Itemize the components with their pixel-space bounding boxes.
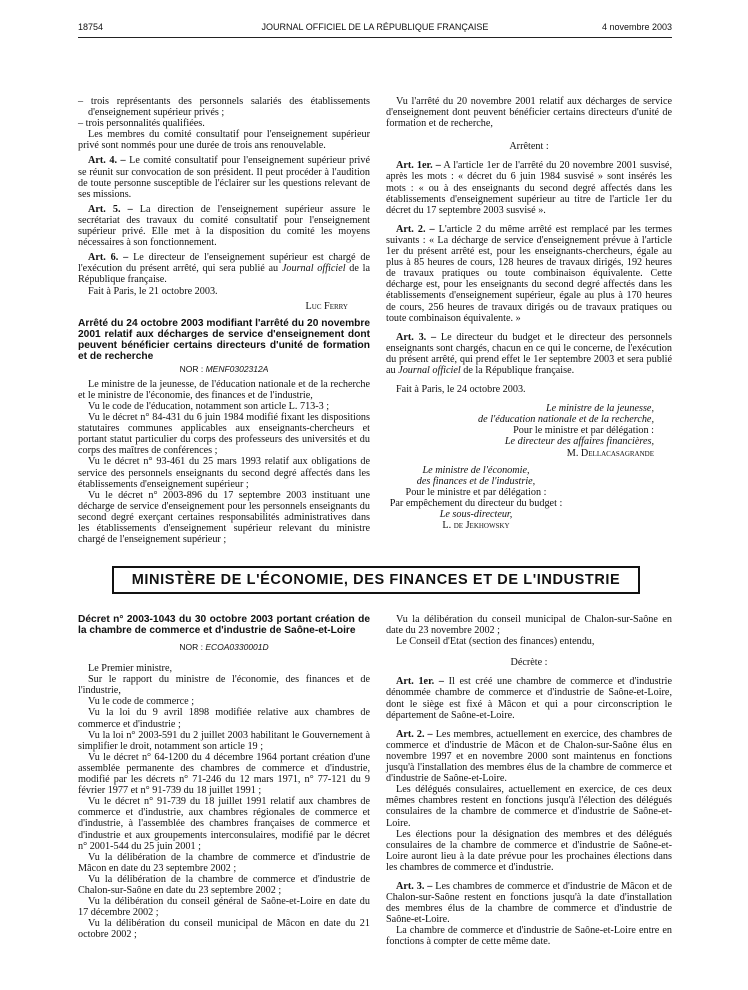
paragraph: Vu le décret n° 64-1200 du 4 décembre 1964 portant création d'une assemblée permanente des chambres de commerce et d'industrie, modifié par les décrets n° 71-246 du 12 mars 1971, n° 77-121 du 9 février 1977 et n° 91-739 du 18 juillet 1991 ;: [78, 751, 370, 797]
paragraph: Le ministre de la jeunesse, de l'éducation nationale et de la recherche et le ministre de l'économie, des finances et de l'industrie,: [78, 378, 370, 401]
article-text: de la République française.: [460, 364, 575, 376]
article-text: Le directeur de l'enseignement supérieur est chargé de l'exécution du présent arrêté, qui sera publié au: [78, 252, 370, 275]
ministry-heading: MINISTÈRE DE L'ÉCONOMIE, DES FINANCES ET DE L'INDUSTRIE: [112, 566, 640, 594]
paragraph: Vu la délibération de la chambre de commerce et d'industrie de Mâcon en date du 23 septembre 2002 ;: [78, 851, 370, 874]
nor-line: NOR : MENF0302312A: [179, 363, 269, 374]
paragraph: Vu la délibération du conseil municipal de Mâcon en date du 21 octobre 2002 ;: [78, 918, 370, 941]
journal-title: JOURNAL OFFICIEL DE LA RÉPUBLIQUE FRANÇAISE: [261, 22, 489, 32]
signature-block-2: Le ministre de l'économie, des finances et de l'industrie, Pour le ministre et par délégation : Par empêchement du directeur du budget : Le sous-directeur, L. de Jekhowsky: [389, 464, 563, 532]
paragraph: Vu le décret n° 93-461 du 25 mars 1993 relatif aux obligations de service des personnels enseignants du second degré affectés dans les établissements d'enseignement supérieur ;: [78, 456, 370, 490]
article-label: Art. 3. –: [396, 880, 433, 892]
article-text: La direction de l'enseignement supérieur assure le secrétariat des travaux du comité consultatif pour l'enseignement supérieur privé. Elle met à la disposition du comité les moyens nécessaires à son fonctionnement.: [78, 203, 370, 249]
article-text: de la République française.: [78, 263, 370, 286]
journal-ref: Journal officiel: [281, 263, 346, 275]
paragraph: Sur le rapport du ministre de l'économie, des finances et de l'industrie,: [78, 674, 370, 697]
article-text: Le comité consultatif pour l'enseignement supérieur privé se réunit sur convocation de son président. Il peut procéder à l'audition de toute personne susceptible de l'éclairer sur les questions relevant de ses missions.: [78, 155, 370, 200]
paragraph: Vu le code de l'éducation, notamment son article L. 713-3 ;: [88, 400, 330, 412]
article-2: [386, 729, 672, 784]
upper-left-column: [78, 96, 370, 545]
upper-right-column: [386, 96, 672, 531]
decret-title: Décret n° 2003-1043 du 30 octobre 2003 portant création de la chambre de commerce et d'industrie de Saône-et-Loire: [78, 614, 370, 636]
paragraph: Vu le décret n° 84-431 du 6 juin 1984 modifié fixant les dispositions statutaires communes applicables aux enseignants-chercheurs et portant statut particulier du corps des professeurs des universités et du corps des maîtres de conférences ;: [78, 412, 370, 457]
article-2: [386, 224, 672, 324]
article-label: Art. 6. –: [88, 252, 129, 264]
list-item: – trois représentants des personnels salariés des établissements d'enseignement supérieur privés ;: [78, 96, 370, 119]
article-text: A l'article 1er de l'arrêté du 20 novembre 2001 susvisé, après les mots : « décret du 6 juin 1984 susvisé » sont insérés les mots : « ou à des enseignants du second degré affectés dans les établissements d'enseignement supérieur au titre de l'article 1er du décret du 17 septembre 2003 susvisé ».: [386, 160, 672, 216]
signature: Luc Ferry: [305, 300, 348, 312]
article-1: [386, 676, 672, 720]
article-label: Art. 2. –: [396, 728, 433, 740]
paragraph: Les élections pour la désignation des membres et des délégués consulaires de la chambre de commerce et d'industrie de Saône-et-Loire auront lieu à la date prévue pour les prochaines élections dans les chambres de commerce et d'industrie.: [386, 828, 672, 873]
paragraph: Vu la loi du 9 avril 1898 modifiée relative aux chambres de commerce et d'industrie ;: [78, 707, 370, 730]
fait-line: Fait à Paris, le 24 octobre 2003.: [396, 384, 526, 396]
paragraph: Vu le décret n° 2003-896 du 17 septembre 2003 instituant une décharge de service d'enseignement pour les personnels enseignants du second degré exerçant certaines responsabilités administratives dans les établissements d'enseignement supérieur relevant du ministre chargé de l'enseignement supérieur ;: [78, 489, 370, 546]
paragraph: Vu la délibération de la chambre de commerce et d'industrie de Chalon-sur-Saône en date du 23 septembre 2002 ;: [78, 873, 370, 896]
paragraph: Vu le décret n° 91-739 du 18 juillet 1991 relatif aux chambres de commerce et d'industrie, aux chambres régionales de commerce et d'industrie, à l'assemblée des chambres françaises de commerce et d'industrie et aux groupements interconsulaires, modifié par le décret n° 2001-544 du 25 juin 2001 ;: [78, 796, 370, 852]
article-3: [386, 881, 672, 925]
paragraph: Vu la délibération du conseil général de Saône-et-Loire en date du 17 décembre 2002 ;: [78, 896, 370, 919]
page-number: 18754: [78, 22, 104, 32]
article-text: Il est créé une chambre de commerce et d'industrie dénommée chambre de commerce et d'industrie de Saône-et-Loire, dont le siège est fixé à Mâcon et qui a pour circonscription le département de Saône-et-Loire.: [386, 676, 672, 721]
fait-line: Fait à Paris, le 21 octobre 2003.: [88, 285, 218, 297]
paragraph: La chambre de commerce et d'industrie de Saône-et-Loire entre en fonctions à compter de cette même date.: [386, 925, 672, 948]
decrete: Décrète :: [510, 657, 548, 669]
paragraph: Vu l'arrêté du 20 novembre 2001 relatif aux décharges de service d'enseignement dont peuvent bénéficier certains directeurs d'unité de formation et de recherche,: [386, 96, 672, 130]
article-label: Art. 1er. –: [396, 160, 441, 172]
article-text: L'article 2 du même arrêté est remplacé par les termes suivants : « La décharge de service d'enseignement prévue à l'article 1er du présent arrêté est, pour les enseignants-chercheurs, égale au plus à 85 heures de cours, 128 heures de travaux dirigés, 192 heures de travaux pratiques ou toute combinaison équivalente. Cette décharge est, pour les enseignants du second degré affectés dans les établissements d'enseignement supérieur, égale au plus à 170 heures de cours, 256 heures de travaux dirigés ou de travaux pratiques ou toute combinaison équivalente. »: [386, 223, 672, 324]
article-label: Art. 5. –: [88, 203, 133, 215]
header-rule: [78, 37, 672, 38]
running-header: [78, 22, 672, 36]
article-label: Art. 2. –: [396, 223, 435, 235]
article-5: [78, 204, 370, 248]
list-item: – trois personnalités qualifiées.: [78, 118, 205, 130]
issue-date: 4 novembre 2003: [601, 22, 672, 32]
paragraph: Les membres du comité consultatif pour l'enseignement supérieur privé sont nommés pour une durée de trois ans renouvelable.: [78, 129, 370, 152]
article-1: [386, 160, 672, 215]
lower-left-column: [78, 614, 370, 940]
paragraph: Le Premier ministre,: [88, 663, 173, 675]
article-text: Les chambres de commerce et d'industrie de Mâcon et de Chalon-sur-Saône restent en fonctions jusqu'à la date d'installation des membres élus de la chambre de commerce et d'industrie de Saône-et-Loire.: [386, 880, 672, 926]
article-6: [78, 252, 370, 285]
article-3: [386, 332, 672, 376]
article-text: Le directeur du budget et le directeur des personnels enseignants sont chargés, chacun en ce qui le concerne, de l'exécution du présent arrêté, qui prend effet le 1er septembre 2003 et sera publié au: [386, 331, 672, 376]
journal-ref: Journal officiel: [398, 364, 461, 376]
arrete-title: Arrêté du 24 octobre 2003 modifiant l'arrêté du 20 novembre 2001 relatif aux décharges de service d'enseignement dont peuvent bénéficier certains directeurs d'unité de formation et de recherche: [78, 317, 370, 362]
signature-block-1: Le ministre de la jeunesse, de l'éducation nationale et de la recherche, Pour le ministre et par délégation : Le directeur des affaires financières, M. Dellacasagrande: [478, 403, 654, 459]
article-label: Art. 4. –: [88, 155, 126, 167]
nor-code: ECOA0330001D: [205, 642, 269, 652]
paragraph: Vu la loi n° 2003-591 du 2 juillet 2003 habilitant le Gouvernement à simplifier le droit, notamment son article 19 ;: [78, 729, 370, 752]
paragraph: Les délégués consulaires, actuellement en exercice, de ces deux mêmes chambres restent en fonctions jusqu'à l'élection des délégués consulaires de la chambre de commerce et d'industrie de Saône-et-Loire.: [386, 784, 672, 829]
paragraph: Vu la délibération du conseil municipal de Chalon-sur-Saône en date du 23 novembre 2002 ;: [386, 614, 672, 637]
paragraph: Le Conseil d'Etat (section des finances) entendu,: [396, 636, 595, 648]
arretent: Arrêtent :: [509, 141, 549, 153]
article-text: Les membres, actuellement en exercice, des chambres de commerce et d'industrie de Mâcon et de Chalon-sur-Saône élus en novembre 1997 et en novembre 2000 sont maintenus en fonctions jusqu'à l'installation des membres élus de la chambre de commerce et d'industrie de Saône-et-Loire.: [386, 728, 672, 785]
article-label: Art. 3. –: [396, 331, 437, 343]
article-4: [78, 155, 370, 199]
article-label: Art. 1er. –: [396, 676, 444, 688]
lower-right-column: [386, 614, 672, 948]
nor-code: MENF0302312A: [205, 363, 269, 374]
nor-line: NOR : ECOA0330001D: [179, 642, 269, 652]
paragraph: Vu le code de commerce ;: [88, 696, 195, 708]
